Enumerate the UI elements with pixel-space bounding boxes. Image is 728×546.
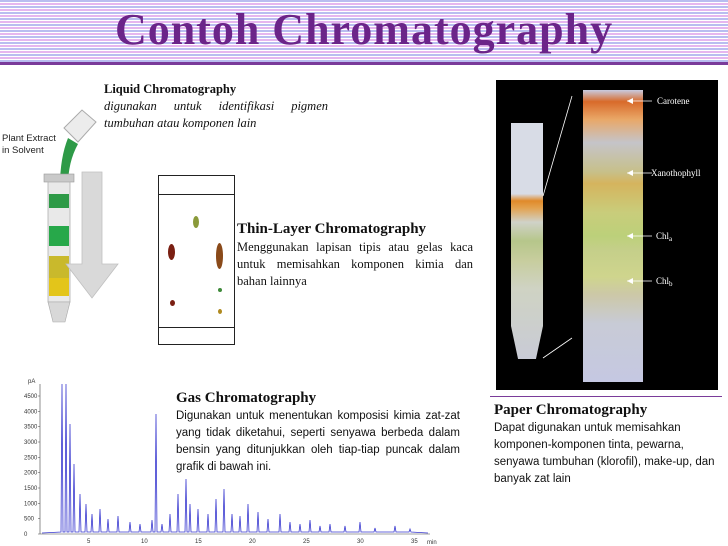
gc-y-tick-label: 2000 — [24, 470, 38, 477]
tlc-spot — [168, 244, 175, 260]
paper-chromatography-block — [494, 401, 716, 488]
gc-y-tick-label: 4000 — [24, 409, 38, 416]
band-label-chl-a-text: Chl — [656, 231, 670, 241]
liquid-chromatography-body: digunakan untuk identifikasi pigmen tumbuhan atau komponen lain — [104, 99, 328, 130]
beaker-icon — [64, 110, 96, 142]
gc-x-unit: min — [427, 540, 437, 546]
header-rule — [0, 62, 728, 65]
thin-layer-body: Menggunakan lapisan tipis atau gelas kaca untuk memisahkan komponen kimia dan bahan lainnya — [237, 240, 473, 288]
origin-line — [159, 327, 234, 328]
tlc-spot — [216, 243, 223, 269]
band-label-chl-b-text: Chl — [656, 276, 670, 286]
gc-x-tick-label: 35 — [411, 539, 418, 545]
gas-chromatogram — [0, 374, 440, 546]
gc-y-tick-label: 500 — [24, 516, 35, 523]
tlc-spot — [193, 216, 199, 228]
gc-x-tick-label: 20 — [249, 539, 256, 545]
plant-extract-line-1: Plant Extract — [2, 133, 56, 144]
band-label-chl-b-sub: b — [669, 280, 673, 288]
gc-y-tick-label: 0 — [24, 532, 28, 538]
gas-chromatography-heading: Gas Chromatography — [176, 390, 317, 406]
gc-y-axis — [24, 394, 40, 538]
gc-y-tick-label: 1500 — [24, 486, 38, 492]
gc-x-tick-label: 5 — [87, 539, 91, 545]
tlc-plate — [158, 175, 235, 345]
section-divider — [490, 396, 722, 397]
band-label-xanthophyll: Xanothophyll — [651, 168, 701, 178]
tlc-spot — [218, 309, 222, 314]
gc-y-tick-label: 3500 — [24, 424, 38, 431]
gc-x-tick-label: 25 — [303, 539, 310, 545]
thin-layer-block — [237, 220, 473, 290]
gc-y-tick-label: 4500 — [24, 394, 38, 400]
tlc-spot — [218, 288, 222, 292]
liquid-chromatography-block — [104, 81, 328, 132]
gc-y-tick-label: 1000 — [24, 501, 38, 508]
gc-x-tick-label: 30 — [357, 539, 364, 545]
solvent-front-line — [159, 194, 234, 195]
gas-chromatography-body: Digunakan untuk menentukan komposisi kimia zat-zat yang tidak diketahui, seperti senyawa berbeda dalam bensin yang ditunjukkan oleh tiap-tiap puncak dalam grafik di bawah ini. — [176, 410, 460, 473]
paper-chromatography-body: Dapat digunakan untuk memisahkan komponen-komponen tinta, pewarna, senyawa tumbuhan (klorofil), make-up, dan banyak zat lain — [494, 422, 715, 485]
slide-title: Contoh Chromatography — [114, 5, 614, 54]
down-arrow-icon — [66, 172, 118, 298]
thin-layer-heading: Thin-Layer Chromatography — [237, 221, 427, 237]
liquid-chromatography-heading: Liquid Chromatography — [104, 82, 237, 96]
plant-extract-line-2: in Solvent — [2, 145, 44, 156]
gc-trace — [42, 384, 428, 533]
band-label-chl-b — [656, 276, 673, 288]
paper-chromatography-heading: Paper Chromatography — [494, 402, 648, 418]
band-label-carotene: Carotene — [657, 96, 690, 106]
gc-y-unit: pA — [28, 379, 36, 385]
gc-y-tick-label: 2500 — [24, 455, 38, 462]
band-label-chl-a — [656, 231, 672, 243]
gc-y-tick-label: 3000 — [24, 440, 38, 446]
tlc-spot — [170, 300, 175, 306]
column-chromatography-illustration — [38, 108, 128, 330]
gc-x-tick-label: 15 — [195, 539, 202, 545]
gc-x-tick-label: 10 — [141, 539, 148, 545]
gc-x-axis — [87, 539, 418, 545]
band-pointer-lines — [496, 80, 718, 390]
band-label-chl-a-sub: a — [669, 235, 673, 243]
